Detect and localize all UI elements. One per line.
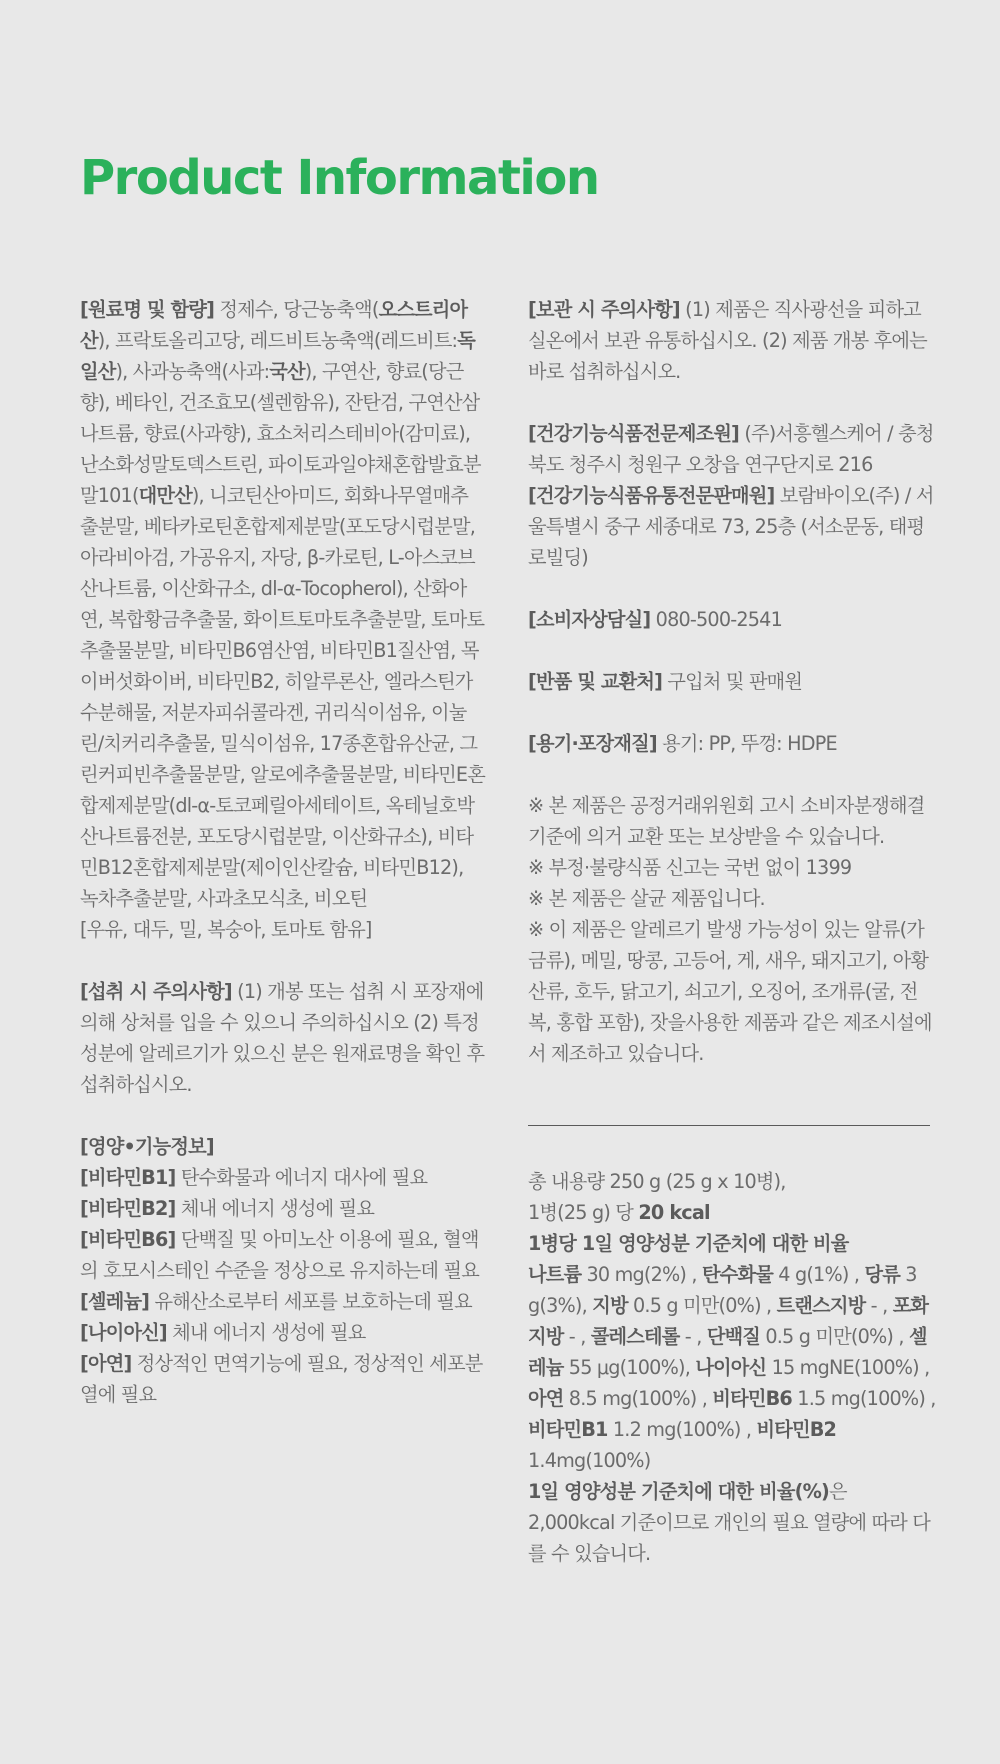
- function-item: [비타민B6] 단백질 및 아미노산 이용에 필요, 혈액의 호모시스테인 수준을 정상으로 유지하는데 필요: [80, 1228, 479, 1282]
- function-item: [비타민B2] 체내 에너지 생성에 필요: [80, 1197, 375, 1220]
- nutrient-name: 비타민B1: [528, 1418, 608, 1441]
- nutrient-name: 비타민B6: [712, 1387, 792, 1410]
- nutrient-value: 3 g(3%),: [528, 1263, 917, 1317]
- origin-taiwan: 대만산: [138, 484, 192, 507]
- nutrient-value: 0.5 g 미만(0%) ,: [760, 1325, 910, 1348]
- ratio-heading: 1병당 1일 영양성분 기준치에 대한 비율: [528, 1232, 849, 1255]
- ingredients-text: 정제수, 당근농축액(: [214, 298, 379, 321]
- nutrient-name: 나트륨: [528, 1263, 582, 1286]
- notice-item: ※ 본 제품은 공정거래위원회 고시 소비자분쟁해결기준에 의거 교환 또는 보상받을 수 있습니다.: [528, 794, 925, 848]
- distributor-label: [건강기능식품유통전문판매원]: [528, 484, 775, 507]
- nutrient-value: 8.5 mg(100%) ,: [563, 1387, 713, 1410]
- intake-text: (1) 개봉 또는 섭취 시 포장재에 의해 상처를 입을 수 있으니 주의하십시오 (2) 특정 성분에 알레르기가 있으신 분은 원재료명을 확인 후 섭취하십시오.: [80, 980, 485, 1096]
- nutrient-name: 단백질: [706, 1325, 761, 1348]
- distributor-section: [건강기능식품유통전문판매원] 보람바이오(주) / 서울특별시 중구 세종대로 73, 25층 (서소문동, 태평로빌딩): [528, 484, 934, 569]
- nutrient-name: 비타민B2: [756, 1418, 837, 1441]
- nutrient-name: 지방: [592, 1294, 628, 1317]
- returns-label: [반품 및 교환처]: [528, 670, 663, 693]
- nutrient-list: [528, 1259, 938, 1476]
- nutrient-value: 1.5 mg(100%) ,: [792, 1387, 936, 1410]
- storage-label: [보관 시 주의사항]: [528, 298, 680, 321]
- nutrition-function-heading: [영양•기능정보]: [80, 1135, 214, 1158]
- nutrient-value: 1.2 mg(100%) ,: [607, 1418, 757, 1441]
- nutrient-value: - ,: [679, 1325, 707, 1348]
- ingredients-label: [원료명 및 함량]: [80, 298, 215, 321]
- nutrient-name: 포화지방: [528, 1294, 929, 1348]
- nutrient-value: 15 mgNE(100%) ,: [766, 1356, 930, 1379]
- nutrient-value: 0.5 g 미만(0%) ,: [627, 1294, 777, 1317]
- origin-korea: 국산: [269, 360, 305, 383]
- packaging-section: [용기·포장재질] 용기: PP, 뚜껑: HDPE: [528, 732, 837, 755]
- manufacturer-section: [건강기능식품전문제조원] (주)서흥헬스케어 / 충청북도 청주시 청원구 오창읍 연구단지로 216: [528, 422, 934, 476]
- consumer-center-label: [소비자상담실]: [528, 608, 651, 631]
- intake-section: [80, 976, 485, 1100]
- ingredients-text: ), 프락토올리고당, 레드비트농축액(레드비트:: [97, 329, 458, 352]
- intake-label: [섭취 시 주의사항]: [80, 980, 232, 1003]
- ingredients-text: ), 사과농축액(사과:: [115, 360, 270, 383]
- manufacturer-label: [건강기능식품전문제조원]: [528, 422, 740, 445]
- nutrient-value: - ,: [563, 1325, 591, 1348]
- consumer-phone: 080-500-2541: [650, 608, 782, 631]
- per-bottle-calories: 1병(25 g) 당 20 kcal: [528, 1201, 710, 1224]
- returns-section: [반품 및 교환처] 구입처 및 판매원: [528, 670, 803, 693]
- function-item: [비타민B1] 탄수화물과 에너지 대사에 필요: [80, 1166, 428, 1189]
- function-item: [나이아신] 체내 에너지 생성에 필요: [80, 1321, 366, 1344]
- nutrient-name: 탄수화물: [702, 1263, 773, 1286]
- left-column: [80, 294, 485, 1410]
- notice-item: ※ 본 제품은 살균 제품입니다.: [528, 887, 765, 910]
- nutrient-value: 4 g(1%) ,: [772, 1263, 865, 1286]
- packaging-label: [용기·포장재질]: [528, 732, 657, 755]
- nutrient-name: 나이아신: [695, 1356, 767, 1379]
- storage-section: [보관 시 주의사항] (1) 제품은 직사광선을 피하고 실온에서 보관 유통하십시오. (2) 제품 개봉 후에는 바로 섭취하십시오.: [528, 298, 927, 383]
- function-item: [아연] 정상적인 면역기능에 필요, 정상적인 세포분열에 필요: [80, 1352, 483, 1406]
- function-item: [셀레늄] 유해산소로부터 세포를 보호하는데 필요: [80, 1290, 472, 1313]
- consumer-center-section: [528, 604, 938, 635]
- nutrient-name: 트랜스지방: [776, 1294, 866, 1317]
- notice-item: ※ 부정·불량식품 신고는 국번 없이 1399: [528, 856, 852, 879]
- nutrient-name: 콜레스테롤: [590, 1325, 680, 1348]
- nutrient-value: 55 μg(100%),: [563, 1356, 696, 1379]
- right-column: [528, 294, 938, 1069]
- section-divider: [528, 1125, 930, 1126]
- ingredients-text: ), 니코틴산아미드, 회화나무열매추출분말, 베타카로틴혼합제제분말(포도당시럽분말, 아라비아검, 가공유지, 자당, β-카로틴, L-아스코브산나트륨, 이산화규소, dl-α-Tocopherol), 산화아연, 복합황금추출물, 화이트토마토추출분말, 토마토추출물분말, 비타민B6염산염, 비타민B1질산염, 목이버섯화이버, 비타민B2, 히알루론산, 엘라스틴가수분해물, 저분자피쉬콜라겐, 귀리식이섬유, 이눌린/치커리추출물, 밀식이섬유, 17종혼합유산균, 그린커피빈추출물분말, 알로에추출물분말, 비타민E혼합제제분말(dl-α-토코페릴아세테이트, 옥테닐호박산나트륨전분, 포도당시럽분말, 이산화규소), 비타민B12혼합제제분말(제이인산칼슘, 비타민B12), 녹차추출분말, 사과초모식초, 비오틴: [80, 484, 485, 910]
- nutrient-value: - ,: [865, 1294, 893, 1317]
- nutrient-value: 1.4mg(100%): [528, 1449, 651, 1472]
- nutrient-name: 아연: [528, 1387, 564, 1410]
- nutrient-value: 30 mg(2%) ,: [581, 1263, 703, 1286]
- origin-austria: 오스트리아산: [80, 298, 468, 352]
- nutrient-name: 셀레늄: [528, 1325, 927, 1379]
- allergen-note: [우유, 대두, 밀, 복숭아, 토마토 함유]: [80, 918, 372, 941]
- ingredients-section: [80, 294, 485, 914]
- origin-germany: 독일산: [80, 329, 475, 383]
- ingredients-text: ), 구연산, 향료(당근향), 베타인, 건조효모(셀렌함유), 잔탄검, 구연산삼나트륨, 향료(사과향), 효소처리스테비아(감미료), 난소화성말토덱스트린, 파이토과일야채혼합발효분말101(: [80, 360, 481, 507]
- page-title: Product Information: [80, 150, 599, 206]
- total-content: 총 내용량 250 g (25 g x 10병),: [528, 1170, 786, 1193]
- nutrition-facts: [528, 1166, 938, 1569]
- nutrition-footnote: 1일 영양성분 기준치에 대한 비율(%)은 2,000kcal 기준이므로 개인의 필요 열량에 따라 다를 수 있습니다.: [528, 1480, 931, 1565]
- nutrient-name: 당류: [864, 1263, 900, 1286]
- notice-item: ※ 이 제품은 알레르기 발생 가능성이 있는 알류(가금류), 메밀, 땅콩, 고등어, 게, 새우, 돼지고기, 아황산류, 호두, 닭고기, 쇠고기, 오징어, 조개류(굴, 전복, 홍합 포함), 잣을사용한 제품과 같은 제조시설에서 제조하고 있습니다.: [528, 918, 932, 1065]
